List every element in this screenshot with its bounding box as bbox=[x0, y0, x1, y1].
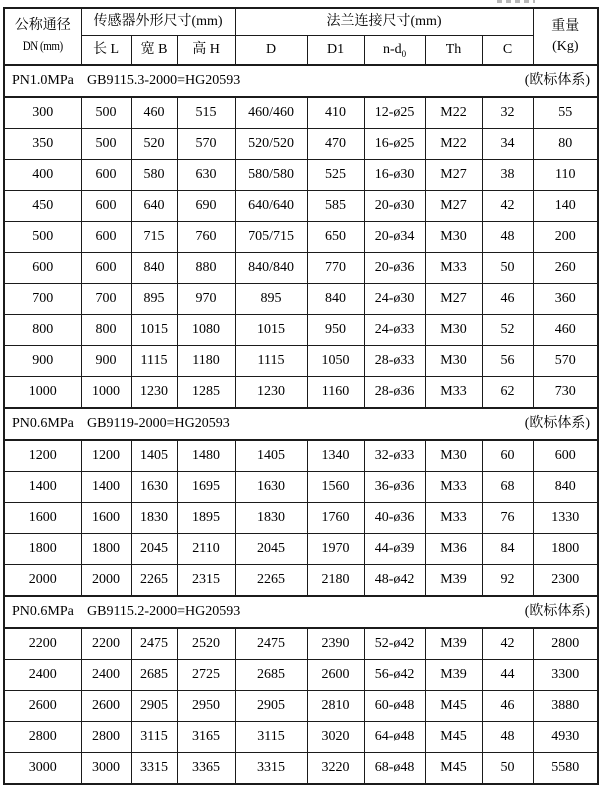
table-cell: M45 bbox=[425, 722, 482, 753]
section-header-row bbox=[4, 596, 598, 628]
table-cell: 3115 bbox=[235, 722, 307, 753]
standard-system-note: (欧标体系) bbox=[524, 416, 591, 432]
table-cell: 2725 bbox=[177, 660, 235, 691]
table-cell: 2390 bbox=[307, 628, 364, 660]
table-cell: 895 bbox=[235, 284, 307, 315]
table-header bbox=[4, 8, 598, 65]
table-cell: 700 bbox=[4, 284, 81, 315]
table-cell: 1695 bbox=[177, 472, 235, 503]
header-nominal-diameter bbox=[4, 8, 81, 65]
table-cell: 2400 bbox=[4, 660, 81, 691]
header-sensor-dimensions-group: 传感器外形尺寸(mm) bbox=[81, 8, 235, 36]
standard-code: GB9115.2-2000=HG20593 bbox=[87, 604, 241, 620]
nominal-diameter-unit: DN (mm) bbox=[22, 38, 63, 53]
table-cell: 600 bbox=[81, 160, 131, 191]
header-flange-connection-group: 法兰连接尺寸(mm) bbox=[235, 8, 533, 36]
table-cell: 3300 bbox=[533, 660, 598, 691]
table-cell: 800 bbox=[81, 315, 131, 346]
table-cell: 5580 bbox=[533, 753, 598, 785]
table-cell: 44-ø39 bbox=[364, 534, 425, 565]
header-sub-row bbox=[4, 36, 598, 66]
table-cell: M27 bbox=[425, 284, 482, 315]
table-cell: 42 bbox=[482, 628, 533, 660]
table-cell: 3315 bbox=[131, 753, 177, 785]
table-cell: M33 bbox=[425, 503, 482, 534]
scan-artifact bbox=[497, 0, 535, 3]
table-cell: 1330 bbox=[533, 503, 598, 534]
table-cell: M27 bbox=[425, 191, 482, 222]
table-cell: M39 bbox=[425, 660, 482, 691]
table-cell: 1200 bbox=[81, 440, 131, 472]
table-cell: 3115 bbox=[131, 722, 177, 753]
table-cell: M22 bbox=[425, 97, 482, 129]
nominal-diameter-label: 公称通径 bbox=[14, 18, 71, 34]
table-cell: 140 bbox=[533, 191, 598, 222]
table-cell: 3020 bbox=[307, 722, 364, 753]
table-cell: M22 bbox=[425, 129, 482, 160]
table-cell: 28-ø36 bbox=[364, 377, 425, 409]
table-cell: 2110 bbox=[177, 534, 235, 565]
table-cell: M36 bbox=[425, 534, 482, 565]
table-cell: 730 bbox=[533, 377, 598, 409]
table-cell: 1050 bbox=[307, 346, 364, 377]
table-cell: 3000 bbox=[4, 753, 81, 785]
table-cell: 580 bbox=[131, 160, 177, 191]
table-cell: 630 bbox=[177, 160, 235, 191]
table-cell: 600 bbox=[81, 222, 131, 253]
standard-code: GB9119-2000=HG20593 bbox=[87, 416, 230, 432]
table-cell: 1800 bbox=[533, 534, 598, 565]
table-cell: 1800 bbox=[4, 534, 81, 565]
table-cell: 44 bbox=[482, 660, 533, 691]
weight-label: 重量 bbox=[551, 18, 580, 34]
table-cell: 2600 bbox=[81, 691, 131, 722]
table-cell: M30 bbox=[425, 222, 482, 253]
table-cell: 460/460 bbox=[235, 97, 307, 129]
table-cell: 42 bbox=[482, 191, 533, 222]
table-cell: M33 bbox=[425, 377, 482, 409]
table-row bbox=[4, 565, 598, 597]
table-cell: 2315 bbox=[177, 565, 235, 597]
table-cell: 3365 bbox=[177, 753, 235, 785]
table-cell: 20-ø34 bbox=[364, 222, 425, 253]
table-row bbox=[4, 346, 598, 377]
table-cell: 48 bbox=[482, 222, 533, 253]
table-cell: 92 bbox=[482, 565, 533, 597]
table-cell: 46 bbox=[482, 284, 533, 315]
table-cell: 1115 bbox=[131, 346, 177, 377]
table-cell: 2045 bbox=[235, 534, 307, 565]
table-cell: 48 bbox=[482, 722, 533, 753]
header-col-c: C bbox=[482, 36, 533, 66]
table-cell: 770 bbox=[307, 253, 364, 284]
table-cell: 28-ø33 bbox=[364, 346, 425, 377]
table-cell: 48-ø42 bbox=[364, 565, 425, 597]
table-cell: 1830 bbox=[235, 503, 307, 534]
table-cell: 360 bbox=[533, 284, 598, 315]
table-cell: 2265 bbox=[131, 565, 177, 597]
table-cell: 1015 bbox=[235, 315, 307, 346]
table-cell: 56 bbox=[482, 346, 533, 377]
table-cell: 585 bbox=[307, 191, 364, 222]
table-row bbox=[4, 691, 598, 722]
table-cell: 900 bbox=[81, 346, 131, 377]
table-cell: 3880 bbox=[533, 691, 598, 722]
header-col-th: Th bbox=[425, 36, 482, 66]
table-cell: 46 bbox=[482, 691, 533, 722]
table-cell: 1400 bbox=[4, 472, 81, 503]
table-row bbox=[4, 660, 598, 691]
table-cell: 38 bbox=[482, 160, 533, 191]
table-cell: 1230 bbox=[235, 377, 307, 409]
table-cell: 840 bbox=[131, 253, 177, 284]
table-cell: 56-ø42 bbox=[364, 660, 425, 691]
table-cell: 50 bbox=[482, 253, 533, 284]
table-cell: 16-ø30 bbox=[364, 160, 425, 191]
table-cell: 840/840 bbox=[235, 253, 307, 284]
table-cell: 525 bbox=[307, 160, 364, 191]
table-cell: 1115 bbox=[235, 346, 307, 377]
table-row bbox=[4, 472, 598, 503]
table-cell: 500 bbox=[81, 97, 131, 129]
table-cell: 1200 bbox=[4, 440, 81, 472]
table-cell: 32-ø33 bbox=[364, 440, 425, 472]
table-cell: 760 bbox=[177, 222, 235, 253]
table-cell: 705/715 bbox=[235, 222, 307, 253]
table-cell: 1895 bbox=[177, 503, 235, 534]
table-cell: 880 bbox=[177, 253, 235, 284]
table-cell: 2300 bbox=[533, 565, 598, 597]
table-cell: 24-ø33 bbox=[364, 315, 425, 346]
table-row bbox=[4, 315, 598, 346]
table-cell: 1630 bbox=[131, 472, 177, 503]
table-row bbox=[4, 160, 598, 191]
pressure-rating: PN0.6MPa bbox=[12, 416, 74, 432]
table-cell: 970 bbox=[177, 284, 235, 315]
table-cell: 950 bbox=[307, 315, 364, 346]
table-cell: 110 bbox=[533, 160, 598, 191]
table-row bbox=[4, 253, 598, 284]
table-cell: 1630 bbox=[235, 472, 307, 503]
table-cell: 1180 bbox=[177, 346, 235, 377]
table-cell: 400 bbox=[4, 160, 81, 191]
standard-system-note: (欧标体系) bbox=[524, 604, 591, 620]
table-row bbox=[4, 129, 598, 160]
table-cell: 600 bbox=[533, 440, 598, 472]
table-cell: 3165 bbox=[177, 722, 235, 753]
table-cell: 515 bbox=[177, 97, 235, 129]
table-cell: 600 bbox=[81, 191, 131, 222]
table-cell: 52 bbox=[482, 315, 533, 346]
table-cell: M45 bbox=[425, 753, 482, 785]
table-cell: 50 bbox=[482, 753, 533, 785]
table-cell: 895 bbox=[131, 284, 177, 315]
table-cell: 32 bbox=[482, 97, 533, 129]
table-cell: 2180 bbox=[307, 565, 364, 597]
table-cell: 460 bbox=[131, 97, 177, 129]
table-cell: 2000 bbox=[4, 565, 81, 597]
table-cell: 260 bbox=[533, 253, 598, 284]
table-row bbox=[4, 222, 598, 253]
table-cell: 350 bbox=[4, 129, 81, 160]
table-cell: M27 bbox=[425, 160, 482, 191]
pressure-rating: PN1.0MPa bbox=[12, 73, 74, 89]
table-cell: 1000 bbox=[81, 377, 131, 409]
table-cell: M39 bbox=[425, 565, 482, 597]
table-row bbox=[4, 753, 598, 785]
table-cell: 200 bbox=[533, 222, 598, 253]
table-cell: 3315 bbox=[235, 753, 307, 785]
table-cell: 2810 bbox=[307, 691, 364, 722]
table-row bbox=[4, 191, 598, 222]
table-cell: 570 bbox=[533, 346, 598, 377]
table-cell: 715 bbox=[131, 222, 177, 253]
table-cell: 1230 bbox=[131, 377, 177, 409]
table-cell: 1405 bbox=[235, 440, 307, 472]
table-cell: 1600 bbox=[81, 503, 131, 534]
weight-unit: (Kg) bbox=[552, 38, 579, 54]
table-cell: 650 bbox=[307, 222, 364, 253]
table-cell: 1080 bbox=[177, 315, 235, 346]
table-cell: 1285 bbox=[177, 377, 235, 409]
table-cell: 2950 bbox=[177, 691, 235, 722]
table-cell: 1600 bbox=[4, 503, 81, 534]
table-cell: 1480 bbox=[177, 440, 235, 472]
table-cell: M30 bbox=[425, 440, 482, 472]
table-cell: 520 bbox=[131, 129, 177, 160]
table-cell: 80 bbox=[533, 129, 598, 160]
table-cell: M30 bbox=[425, 346, 482, 377]
section-header-cell bbox=[4, 408, 598, 440]
dimension-spec-table bbox=[3, 7, 599, 785]
table-cell: 2265 bbox=[235, 565, 307, 597]
table-cell: 470 bbox=[307, 129, 364, 160]
table-cell: 2475 bbox=[131, 628, 177, 660]
table-cell: 84 bbox=[482, 534, 533, 565]
table-cell: 700 bbox=[81, 284, 131, 315]
table-cell: 1000 bbox=[4, 377, 81, 409]
table-cell: 20-ø30 bbox=[364, 191, 425, 222]
table-cell: 570 bbox=[177, 129, 235, 160]
table-cell: 2400 bbox=[81, 660, 131, 691]
table-cell: 60 bbox=[482, 440, 533, 472]
table-cell: 900 bbox=[4, 346, 81, 377]
table-cell: M45 bbox=[425, 691, 482, 722]
table-cell: 2685 bbox=[131, 660, 177, 691]
table-cell: M33 bbox=[425, 472, 482, 503]
table-cell: 1015 bbox=[131, 315, 177, 346]
table-cell: 580/580 bbox=[235, 160, 307, 191]
table-cell: 640 bbox=[131, 191, 177, 222]
table-cell: 3000 bbox=[81, 753, 131, 785]
table-cell: 2000 bbox=[81, 565, 131, 597]
table-cell: 2200 bbox=[81, 628, 131, 660]
table-cell: 2905 bbox=[235, 691, 307, 722]
table-row bbox=[4, 97, 598, 129]
table-cell: 2800 bbox=[533, 628, 598, 660]
table-cell: 1160 bbox=[307, 377, 364, 409]
table-cell: 3220 bbox=[307, 753, 364, 785]
table-cell: M30 bbox=[425, 315, 482, 346]
table-cell: 68 bbox=[482, 472, 533, 503]
table-cell: 12-ø25 bbox=[364, 97, 425, 129]
header-col-长-l: 长 L bbox=[81, 36, 131, 66]
table-cell: 2905 bbox=[131, 691, 177, 722]
table-body bbox=[4, 65, 598, 784]
table-row bbox=[4, 628, 598, 660]
table-cell: 300 bbox=[4, 97, 81, 129]
table-cell: 840 bbox=[307, 284, 364, 315]
table-row bbox=[4, 722, 598, 753]
section-header-row bbox=[4, 65, 598, 97]
table-cell: 52-ø42 bbox=[364, 628, 425, 660]
table-cell: 2685 bbox=[235, 660, 307, 691]
standard-code: GB9115.3-2000=HG20593 bbox=[87, 73, 241, 89]
table-cell: 1970 bbox=[307, 534, 364, 565]
header-col-d1: D1 bbox=[307, 36, 364, 66]
header-col-d: D bbox=[235, 36, 307, 66]
table-cell: 2475 bbox=[235, 628, 307, 660]
table-row bbox=[4, 284, 598, 315]
header-weight bbox=[533, 8, 598, 65]
table-cell: 1340 bbox=[307, 440, 364, 472]
table-cell: 36-ø36 bbox=[364, 472, 425, 503]
table-cell: 1760 bbox=[307, 503, 364, 534]
table-row bbox=[4, 503, 598, 534]
table-cell: 1400 bbox=[81, 472, 131, 503]
table-cell: 2600 bbox=[307, 660, 364, 691]
table-row bbox=[4, 377, 598, 409]
table-cell: 2600 bbox=[4, 691, 81, 722]
table-cell: 62 bbox=[482, 377, 533, 409]
section-header-cell bbox=[4, 65, 598, 97]
table-cell: 450 bbox=[4, 191, 81, 222]
table-cell: 800 bbox=[4, 315, 81, 346]
table-cell: 410 bbox=[307, 97, 364, 129]
table-cell: M39 bbox=[425, 628, 482, 660]
table-cell: 20-ø36 bbox=[364, 253, 425, 284]
table-cell: 2800 bbox=[4, 722, 81, 753]
header-group-row bbox=[4, 8, 598, 36]
table-cell: 55 bbox=[533, 97, 598, 129]
table-cell: 68-ø48 bbox=[364, 753, 425, 785]
table-cell: 520/520 bbox=[235, 129, 307, 160]
table-cell: 2520 bbox=[177, 628, 235, 660]
table-cell: 64-ø48 bbox=[364, 722, 425, 753]
table-cell: 500 bbox=[4, 222, 81, 253]
table-cell: 600 bbox=[81, 253, 131, 284]
table-cell: 2200 bbox=[4, 628, 81, 660]
header-col-高-h: 高 H bbox=[177, 36, 235, 66]
table-cell: 500 bbox=[81, 129, 131, 160]
table-cell: 840 bbox=[533, 472, 598, 503]
table-cell: 1405 bbox=[131, 440, 177, 472]
section-header-row bbox=[4, 408, 598, 440]
table-cell: 60-ø48 bbox=[364, 691, 425, 722]
table-cell: 76 bbox=[482, 503, 533, 534]
table-cell: 600 bbox=[4, 253, 81, 284]
table-cell: 2800 bbox=[81, 722, 131, 753]
table-cell: 40-ø36 bbox=[364, 503, 425, 534]
table-cell: 1830 bbox=[131, 503, 177, 534]
table-cell: 690 bbox=[177, 191, 235, 222]
table-row bbox=[4, 440, 598, 472]
table-cell: 16-ø25 bbox=[364, 129, 425, 160]
table-cell: 2045 bbox=[131, 534, 177, 565]
table-row bbox=[4, 534, 598, 565]
header-col-宽-b: 宽 B bbox=[131, 36, 177, 66]
header-col-n-d: $n-d_0$ bbox=[364, 36, 425, 66]
table-cell: 460 bbox=[533, 315, 598, 346]
table-cell: 1560 bbox=[307, 472, 364, 503]
section-header-cell bbox=[4, 596, 598, 628]
pressure-rating: PN0.6MPa bbox=[12, 604, 74, 620]
table-cell: 4930 bbox=[533, 722, 598, 753]
standard-system-note: (欧标体系) bbox=[524, 73, 591, 89]
table-cell: M33 bbox=[425, 253, 482, 284]
table-cell: 1800 bbox=[81, 534, 131, 565]
table-cell: 640/640 bbox=[235, 191, 307, 222]
table-cell: 24-ø30 bbox=[364, 284, 425, 315]
table-cell: 34 bbox=[482, 129, 533, 160]
